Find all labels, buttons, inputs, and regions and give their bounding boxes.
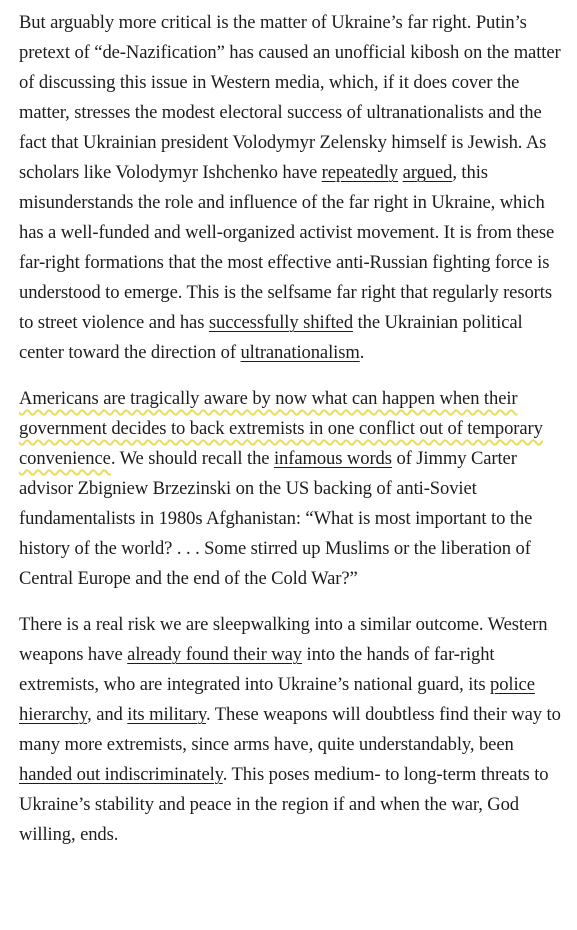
- text-segment: But arguably more critical is the matter of Ukraine’s far right. Putin’s pretext of “de-Nazification” has caused an unofficial kibosh on the matter of discussing this issue in Western media, which, if it does cover the matter, stresses the modest electoral success of ultranationalists and the fact that Ukrainian president Volodymyr Zelensky himself is Jewish. As scholars like Volodymyr Ishchenko have: [19, 12, 561, 183]
- text-segment: into the hands of far-right extremists, who are integrated into Ukraine’s national guard, its: [19, 644, 495, 695]
- text-segment: , this misunderstands the role and influence of the far right in Ukraine, which has a well-funded and well-organized activist movement. It is from these far-right formations that the most effective anti-Russian fighting force is understood to emerge. This is the selfsame far right that regularly resorts to street violence and has: [19, 162, 555, 333]
- link-successfully-shifted[interactable]: successfully shifted: [208, 312, 354, 333]
- link-repeatedly[interactable]: repeatedly: [321, 162, 399, 183]
- article-body: [19, 8, 569, 850]
- highlighted-passage: Americans are tragically aware by now what can happen when their government decides to back extremists in one conflict out of temporary convenience: [19, 388, 543, 469]
- paragraph-far-right: [19, 8, 569, 368]
- text-segment: . These weapons will doubtless find their way to many more extremists, since arms have, quite understandably, been: [19, 704, 561, 755]
- link-already-found-their-way[interactable]: already found their way: [127, 644, 302, 665]
- text-segment: of Jimmy Carter advisor Zbigniew Brzezinski on the US backing of anti-Soviet fundamentalists in 1980s Afghanistan: “What is most important to the history of the world? . . . Some stirred up Muslims or the liberation of Central Europe and the end of the Cold War?”: [19, 448, 533, 589]
- text-segment: , and: [87, 704, 128, 725]
- link-handed-out-indiscriminately[interactable]: handed out indiscriminately: [19, 764, 223, 785]
- paragraph-sleepwalking: [19, 610, 569, 850]
- text-segment: . This poses medium- to long-term threats to Ukraine’s stability and peace in the region if and when the war, God willing, ends.: [19, 764, 549, 845]
- link-its-military[interactable]: its military: [127, 704, 206, 725]
- link-infamous-words[interactable]: infamous words: [273, 448, 392, 469]
- link-police-hierarchy[interactable]: police hierarchy: [19, 674, 535, 725]
- text-segment: . We should recall the: [110, 448, 274, 469]
- text-segment: There is a real risk we are sleepwalking into a similar outcome. Western weapons have: [19, 614, 548, 665]
- text-segment: the Ukrainian political center toward the direction of: [19, 312, 523, 363]
- text-segment: .: [359, 342, 365, 363]
- paragraph-americans: [19, 384, 569, 594]
- link-ultranationalism[interactable]: ultranationalism: [240, 342, 360, 363]
- link-argued[interactable]: argued: [402, 162, 453, 183]
